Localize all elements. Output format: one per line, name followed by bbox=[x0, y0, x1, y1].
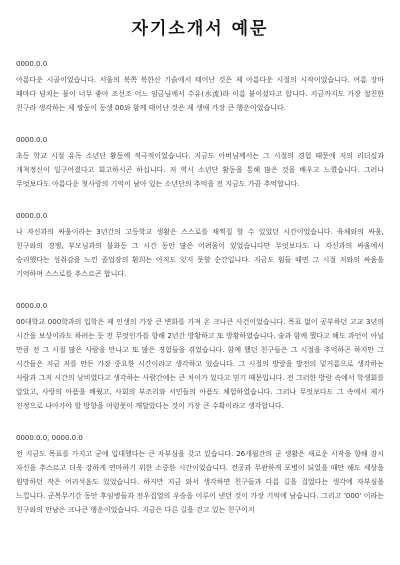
section-body: 00대학교 000학과의 입학은 제 인생의 가장 큰 변화를 가져 온 크나큰 사건이었습니다. 목표 없이 공부하던 고교 3년의 시간을 보상이라도 하려는 듯 전 무엇인가를 향해 2년간 방황하고 또 방황하였습니다. 술과 함께 했다고 해도 과언이 아닐 만큼 전 그 시절 많은 사람을 만나고 또 많은 경험들을 겪었습니다. 함께 했던 친구들은 그 시절을 추억하곤 하지만 그 시간들은 지금 저를 만든 가장 중요한 시간이라고 생각하고 있습니다. 그 시절의 방랑을 발전의 밑거름으로 생각하는 사람과 그저 시간의 낭비였다고 생각하는 사람간에는 큰 차이가 있다고 믿기 때문입니다. 전 그러한 방랑 속에서 학생회를 알았고, 사랑의 아픔을 배웠고, 사회의 부조리와 서민들의 아픔도 체험하였습니다. 그러나 무엇보다도 그 속에서 제가 진정으로 나아가야 할 방향을 어렴풋이 깨달았다는 것이 가장 큰 수확이라고 생각합니다. bbox=[16, 318, 384, 410]
section-body: 전 지금도 목표를 가지고 군에 입대했다는 큰 자부심을 갖고 있습니다. 26개월간의 군 생활은 새로운 시작을 향해 잠시 자신을 추스르고 더욱 강하게 연마하기 위한 소중한 시간이었습니다. 전공과 무관하게 포병이 되었을 때만 해도 세상을 원망하던 작은 어리석음도 있었습니다. 하지만 지금 와서 생각하면 친구들과 다름 길을 걸었다는 생각에 자부심을 느낍니다. 군복무기간 동안 후임병들과 전우집열의 우승을 이루어 낸던 것이 가장 기억에 남습니다. 그리고 '000' 이라는 친구와의 만남은 크나큰 행운이었습니다. 지금은 다른 길을 걷고 있는 친구이지 bbox=[16, 450, 384, 514]
document-title: 자기소개서 예문 bbox=[131, 19, 269, 39]
section-2 bbox=[16, 133, 384, 191]
section-1 bbox=[16, 57, 384, 115]
section-body: 나 자신과의 싸움이라는 3년간의 고등학교 생활은 스스로를 채찍질 할 수 있었던 시간이었습니다. 육체와의 싸움, 친구와의 경쟁, 부모님과의 불화등 그 시간 동안 많은 어려움이 있었습니다만 무엇보다도 나 자신과의 싸움에서 승리했다는 성취감을 느낀 졸업장의 환희는 아직도 잊지 못할 순간입니다. 지금도 힘들 때면 그 시절 저와의 싸움을 기억하며 스스로를 추스르곤 합니다. bbox=[16, 228, 384, 278]
section-date: 0000.0.0 bbox=[16, 212, 48, 220]
section-body: 초등 학교 시절 유독 소년단 활동에 적극적이었습니다. 지금도 아버님께서는 그 시절의 경험 때문에 저의 리더십과 개척정신이 일구어졌다고 회고하시곤 하십니다. 저 역시 소년단 활동을 통해 많은 것을 배우고 느꼈습니다. 그러나 무엇보다도 아름다운 첫사랑의 기억이 남아 있는 소년단의 추억을 전 지금도 가끔 추억합니다. bbox=[16, 152, 384, 188]
section-4 bbox=[16, 299, 384, 413]
section-date: 0000.0.0 bbox=[16, 302, 48, 310]
section-5 bbox=[16, 431, 384, 517]
section-date: 0000.0.0 bbox=[16, 60, 48, 68]
section-date: 0000.0.0 bbox=[16, 136, 48, 144]
section-3 bbox=[16, 209, 384, 281]
section-body: 아름다운 시골이었습니다. 서울의 북쪽 북한산 기슭에서 태어난 것은 제 아름다운 시절의 시작이었습니다. 여름 장마 때마다 넘치는 물이 너무 좋아 조선조 어느 임금님께서 수유(水流)라 이름 붙이셨다고 합니다. 지금까지도 가장 절친한 친구라 생각하는 제 쌍둥이 동생 00와 함께 태어난 것은 제 생애 가장 큰 행운이었습니다. bbox=[16, 76, 384, 112]
section-date: 0000.0.0, 0000.0.0 bbox=[16, 434, 83, 442]
